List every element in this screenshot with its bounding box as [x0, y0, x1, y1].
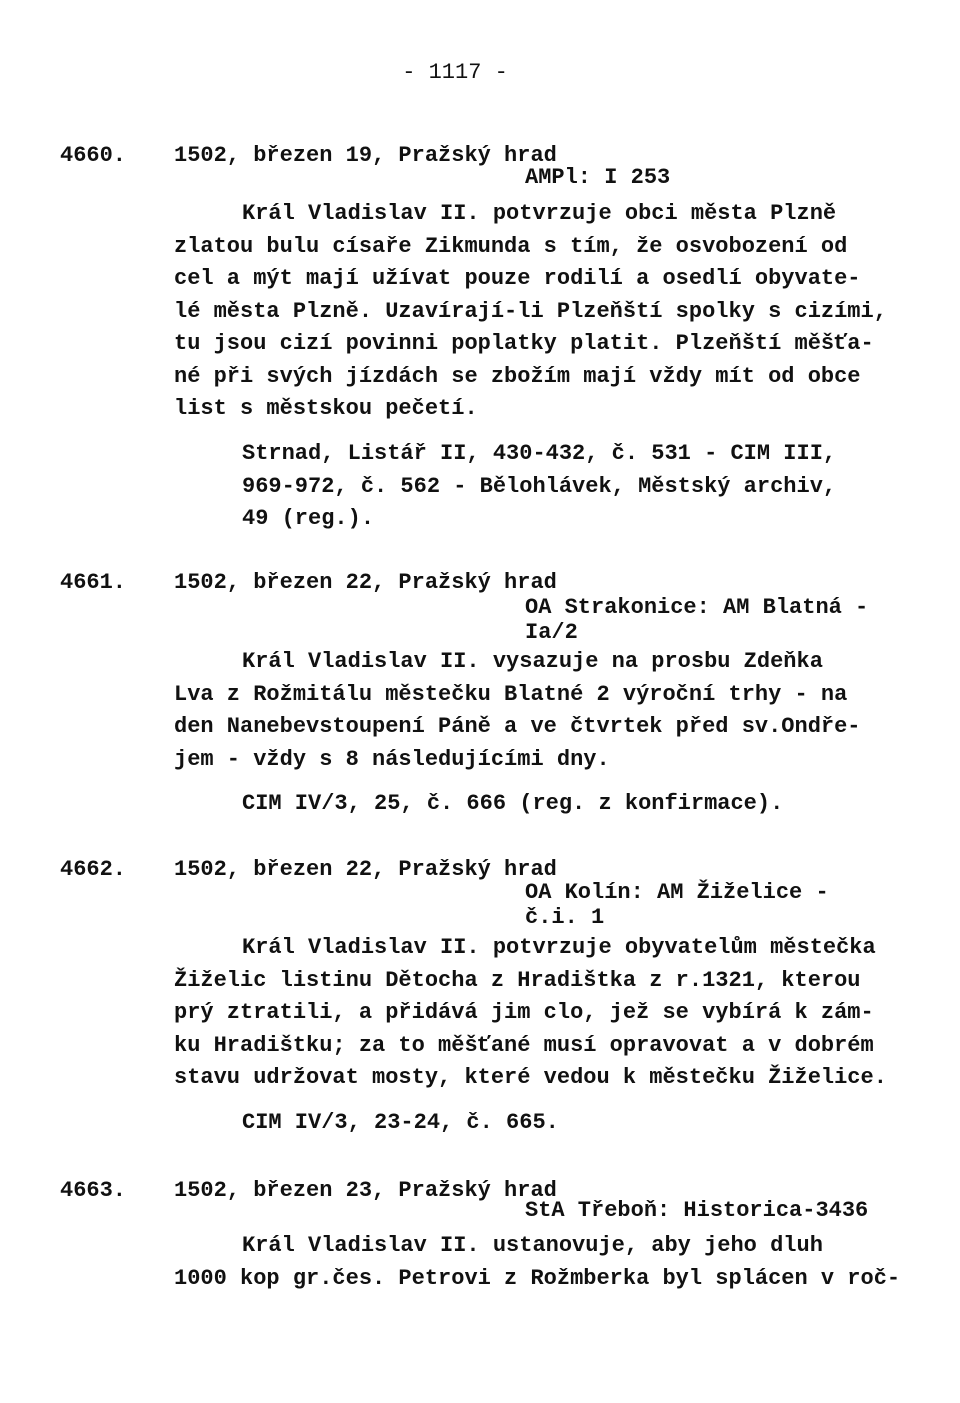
entry-reference [242, 788, 783, 821]
entry-body [174, 932, 904, 1095]
entry-body-line: stavu udržovat mosty, které vedou k městečku Žiželice. [174, 1065, 887, 1090]
entry-body-line: list s městskou pečetí. [174, 396, 478, 421]
entry-reference [242, 1107, 559, 1140]
entry-number: 4661. [60, 570, 127, 595]
entry-body-line: prý ztratili, a přidává jim clo, jež se vybírá k zám- [174, 1000, 874, 1025]
entry-source-line: Ia/2 [525, 620, 578, 645]
entry-body-line: Lva z Rožmitálu městečku Blatné 2 výroční trhy - na [174, 681, 848, 707]
page-number: - 1117 - [402, 60, 508, 85]
entry-body-line: Král Vladislav II. potvrzuje obci města Plzně [242, 201, 837, 226]
entry-date: 1502, březen 19, Pražský hrad [174, 143, 557, 168]
entry-body-line: Žiželic listinu Dětocha z Hradištka z r.1321, kterou [174, 967, 861, 993]
entry-number: 4663. [60, 1178, 127, 1203]
entry-reference-line: Strnad, Listář II, 430-432, č. 531 - CIM III, [242, 441, 837, 466]
entry-source-line: č.i. 1 [525, 905, 605, 930]
entry-source-line: OA Kolín: AM Žiželice - [525, 880, 829, 905]
entry-source-line: StA Třeboň: Historica-3436 [525, 1198, 869, 1223]
entry-body-line: Král Vladislav II. potvrzuje obyvatelům městečka [242, 935, 876, 960]
entry-date: 1502, březen 22, Pražský hrad [174, 570, 557, 595]
entry-body-line: den Nanebevstoupení Páně a ve čtvrtek před sv.Ondře- [174, 714, 861, 739]
entry-source [525, 595, 868, 645]
entry-body-line: jem - vždy s 8 následujícími dny. [174, 746, 610, 772]
entry-source [525, 165, 670, 190]
entry-reference-line: CIM IV/3, 23-24, č. 665. [242, 1110, 559, 1135]
entry-body-line: zlatou bulu císaře Zikmunda s tím, že osvobození od [174, 233, 848, 259]
entry-body-line: tu jsou cizí povinni poplatky platit. Plzeňští měšťa- [174, 331, 874, 356]
entry-date: 1502, březen 22, Pražský hrad [174, 857, 557, 882]
entry-body-line: Král Vladislav II. vysazuje na prosbu Zdeňka [242, 649, 823, 674]
entry-body-line: ku Hradištku; za to měšťané musí opravovat a v dobrém [174, 1032, 874, 1058]
entry-body [174, 646, 904, 776]
entry-body-line: lé města Plzně. Uzavírají-li Plzeňští spolky s cizími, [174, 298, 887, 324]
entry-date: 1502, březen 23, Pražský hrad [174, 1178, 557, 1203]
entry-reference-line: 969-972, č. 562 - Bělohlávek, Městský archiv, [242, 473, 837, 499]
entry-source-line: AMPl: I 253 [525, 165, 671, 190]
entry-reference-line: 49 (reg.). [242, 506, 375, 531]
entry-body-line: Král Vladislav II. ustanovuje, aby jeho dluh [242, 1233, 823, 1258]
entry-body [174, 1230, 904, 1295]
entry-body [174, 198, 904, 426]
entry-source [525, 880, 829, 930]
entry-reference [242, 438, 836, 536]
entry-number: 4660. [60, 143, 127, 168]
entry-source-line: OA Strakonice: AM Blatná - [525, 595, 869, 620]
entry-body-line: 1000 kop gr.čes. Petrovi z Rožmberka byl splácen v roč- [174, 1265, 901, 1291]
entry-number: 4662. [60, 857, 127, 882]
entry-source [525, 1198, 868, 1223]
entry-reference-line: CIM IV/3, 25, č. 666 (reg. z konfirmace). [242, 791, 784, 816]
entry-body-line: cel a mýt mají užívat pouze rodilí a osedlí obyvate- [174, 266, 861, 291]
entry-body-line: né při svých jízdách se zbožím mají vždy mít od obce [174, 363, 861, 389]
